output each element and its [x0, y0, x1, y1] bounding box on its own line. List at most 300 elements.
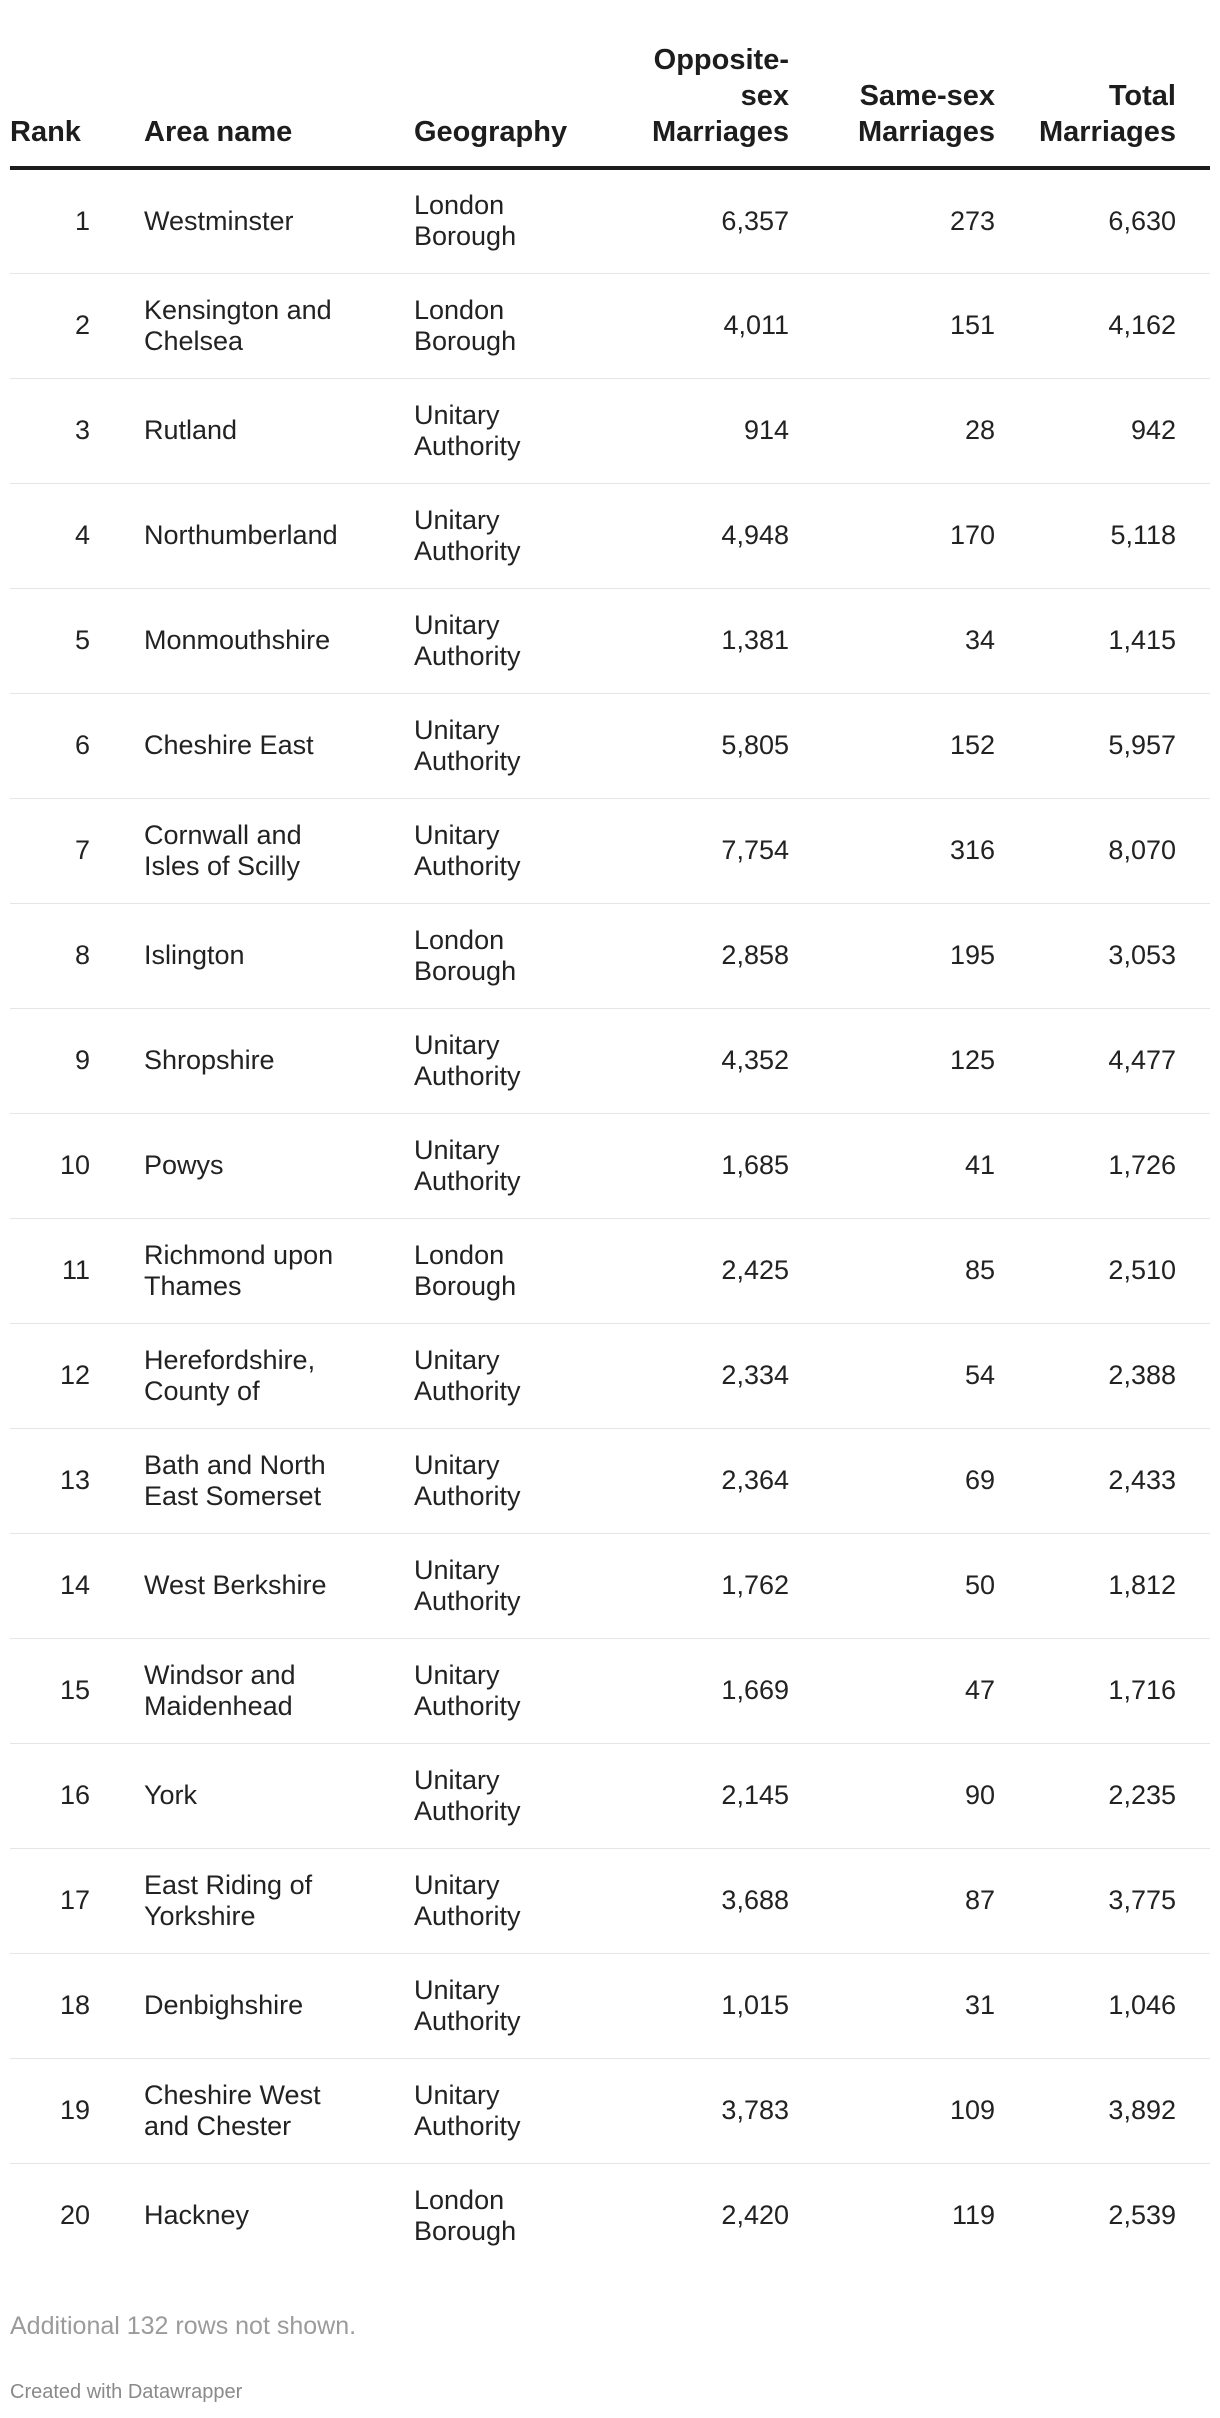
- rank-value: 2: [74, 310, 90, 340]
- area-name-line: Cornwall and: [144, 819, 302, 850]
- geography-cell: [414, 903, 624, 1008]
- geography-line: Unitary: [414, 1029, 500, 1060]
- total-cell: [995, 588, 1210, 693]
- geography-cell: [414, 1323, 624, 1428]
- opposite-sex-cell: [624, 1008, 789, 1113]
- geography-cell: [414, 1428, 624, 1533]
- geography-line: Authority: [414, 1690, 521, 1721]
- rank-cell: [10, 1743, 144, 1848]
- table-row: [10, 1743, 1210, 1848]
- area-name-line: York: [144, 1780, 198, 1810]
- opposite-sex-value: 6,357: [721, 205, 789, 236]
- opposite-sex-value: 5,805: [721, 730, 789, 760]
- total-cell: [995, 1638, 1210, 1743]
- rank-value: 11: [61, 1255, 90, 1285]
- geography-line: Authority: [414, 1585, 521, 1616]
- total-value: 3,775: [1108, 1885, 1176, 1915]
- same-sex-cell: [789, 1848, 995, 1953]
- geography-line: Authority: [414, 1900, 521, 1931]
- column-header-total[interactable]: [995, 36, 1210, 168]
- geography-line: Borough: [414, 221, 517, 252]
- opposite-sex-cell: [624, 1323, 789, 1428]
- rank-value: 18: [59, 1990, 90, 2020]
- rank-value: 5: [74, 625, 90, 655]
- table-row: [10, 903, 1210, 1008]
- opposite-sex-value: 1,669: [721, 1675, 789, 1705]
- same-sex-cell: [789, 798, 995, 903]
- rank-cell: [10, 903, 144, 1008]
- header-row: [10, 36, 1210, 168]
- same-sex-cell: [789, 1008, 995, 1113]
- table-row: [10, 1953, 1210, 2058]
- total-cell: [995, 693, 1210, 798]
- total-cell: [995, 1218, 1210, 1323]
- total-value: 1,812: [1108, 1570, 1176, 1600]
- geography-line: London: [414, 294, 505, 325]
- same-sex-value: 47: [964, 1675, 995, 1705]
- rank-value: 9: [74, 1045, 90, 1075]
- area-name-cell: [144, 1113, 414, 1218]
- rank-value: 8: [74, 940, 90, 970]
- rank-cell: [10, 1323, 144, 1428]
- geography-cell: [414, 2058, 624, 2163]
- geography-line: Unitary: [414, 1869, 500, 1900]
- geography-cell: [414, 1638, 624, 1743]
- geography-cell: [414, 483, 624, 588]
- total-cell: [995, 1428, 1210, 1533]
- total-cell: [995, 1953, 1210, 2058]
- opposite-sex-value: 1,685: [721, 1150, 789, 1180]
- total-cell: [995, 2058, 1210, 2163]
- total-value: 5,118: [1110, 520, 1176, 550]
- area-name-line: Bath and North: [144, 1449, 326, 1480]
- same-sex-cell: [789, 168, 995, 273]
- rank-cell: [10, 1533, 144, 1638]
- opposite-sex-cell: [624, 903, 789, 1008]
- total-cell: [995, 1323, 1210, 1428]
- rank-value: 1: [74, 205, 90, 236]
- geography-cell: [414, 168, 624, 273]
- geography-line: Authority: [414, 1165, 521, 1196]
- same-sex-cell: [789, 1743, 995, 1848]
- total-cell: [995, 1848, 1210, 1953]
- same-sex-value: 31: [964, 1990, 995, 2020]
- table-row: [10, 693, 1210, 798]
- geography-line: Unitary: [414, 609, 500, 640]
- total-value: 3,053: [1108, 940, 1176, 970]
- opposite-sex-value: 1,381: [721, 625, 789, 655]
- same-sex-value: 87: [964, 1885, 995, 1915]
- geography-line: Borough: [414, 1270, 517, 1301]
- total-value: 4,477: [1108, 1045, 1176, 1075]
- geography-line: Authority: [414, 430, 521, 461]
- geography-cell: [414, 798, 624, 903]
- area-name-line: Northumberland: [144, 520, 338, 550]
- total-value: 5,957: [1108, 730, 1176, 760]
- same-sex-value: 34: [964, 625, 995, 655]
- same-sex-value: 125: [949, 1045, 995, 1075]
- same-sex-value: 28: [964, 415, 995, 445]
- column-header-rank-label: Rank: [10, 116, 81, 148]
- total-value: 8,070: [1108, 835, 1176, 865]
- opposite-sex-value: 3,688: [721, 1885, 789, 1915]
- geography-cell: [414, 1848, 624, 1953]
- rank-value: 6: [74, 730, 90, 760]
- total-value: 1,415: [1108, 625, 1176, 655]
- area-name-line: Yorkshire: [144, 1900, 256, 1931]
- table-row: [10, 798, 1210, 903]
- geography-line: Authority: [414, 640, 521, 671]
- geography-line: Authority: [414, 1795, 521, 1826]
- rank-value: 10: [59, 1150, 90, 1180]
- area-name-cell: [144, 1323, 414, 1428]
- geography-line: Authority: [414, 2005, 521, 2036]
- table-row: [10, 1848, 1210, 1953]
- geography-cell: [414, 693, 624, 798]
- geography-cell: [414, 1008, 624, 1113]
- rank-cell: [10, 1848, 144, 1953]
- table-row: [10, 378, 1210, 483]
- geography-line: Unitary: [414, 2079, 500, 2110]
- geography-line: London: [414, 1239, 505, 1270]
- geography-line: Unitary: [414, 399, 500, 430]
- geography-line: Unitary: [414, 1449, 500, 1480]
- geography-cell: [414, 588, 624, 693]
- rank-value: 4: [74, 520, 90, 550]
- column-header-opposite-line2: sex: [740, 80, 789, 112]
- area-name-line: Kensington and: [144, 294, 332, 325]
- rank-value: 14: [59, 1570, 90, 1600]
- total-cell: [995, 378, 1210, 483]
- rank-cell: [10, 1113, 144, 1218]
- column-header-area[interactable]: [144, 36, 414, 168]
- column-header-opposite-line1: Opposite-: [653, 44, 789, 76]
- rank-cell: [10, 798, 144, 903]
- total-value: 2,433: [1108, 1465, 1176, 1495]
- opposite-sex-value: 1,762: [721, 1570, 789, 1600]
- rank-cell: [10, 1638, 144, 1743]
- column-header-same-sex[interactable]: [789, 36, 995, 168]
- opposite-sex-cell: [624, 1533, 789, 1638]
- area-name-cell: [144, 483, 414, 588]
- geography-line: Unitary: [414, 1344, 500, 1375]
- same-sex-cell: [789, 1113, 995, 1218]
- geography-line: Authority: [414, 1060, 521, 1091]
- area-name-line: Westminster: [144, 205, 294, 236]
- table-row: [10, 588, 1210, 693]
- geography-line: Authority: [414, 1480, 521, 1511]
- geography-line: London: [414, 924, 505, 955]
- total-value: 2,235: [1108, 1780, 1176, 1810]
- table-row: [10, 273, 1210, 378]
- opposite-sex-cell: [624, 1428, 789, 1533]
- geography-line: Borough: [414, 2215, 517, 2246]
- total-value: 6,630: [1108, 205, 1176, 236]
- opposite-sex-cell: [624, 1218, 789, 1323]
- area-name-line: Thames: [144, 1270, 242, 1301]
- geography-line: Borough: [414, 325, 517, 356]
- opposite-sex-cell: [624, 1113, 789, 1218]
- total-value: 2,388: [1108, 1360, 1176, 1390]
- area-name-line: East Riding of: [144, 1869, 313, 1900]
- same-sex-cell: [789, 483, 995, 588]
- area-name-line: Windsor and: [144, 1659, 296, 1690]
- table-row: [10, 483, 1210, 588]
- same-sex-cell: [789, 378, 995, 483]
- area-name-cell: [144, 588, 414, 693]
- area-name-line: Richmond upon: [144, 1239, 334, 1270]
- column-header-geography[interactable]: [414, 36, 624, 168]
- same-sex-value: 152: [949, 730, 995, 760]
- geography-line: Authority: [414, 745, 521, 776]
- table-row: [10, 1323, 1210, 1428]
- rank-cell: [10, 1218, 144, 1323]
- rank-value: 3: [74, 415, 90, 445]
- table-row: [10, 1008, 1210, 1113]
- opposite-sex-value: 4,011: [723, 310, 789, 340]
- area-name-cell: [144, 1743, 414, 1848]
- opposite-sex-cell: [624, 588, 789, 693]
- table-row: [10, 1218, 1210, 1323]
- column-header-opposite-line3: Marriages: [651, 116, 789, 148]
- same-sex-value: 170: [949, 520, 995, 550]
- geography-line: Unitary: [414, 1764, 500, 1795]
- column-header-area-label: Area name: [144, 116, 293, 148]
- rank-value: 15: [59, 1675, 90, 1705]
- opposite-sex-value: 4,352: [721, 1045, 789, 1075]
- same-sex-value: 109: [949, 2095, 995, 2125]
- same-sex-value: 69: [964, 1465, 995, 1495]
- table-body: [10, 168, 1210, 2268]
- geography-line: Unitary: [414, 1134, 500, 1165]
- area-name-line: Monmouthshire: [144, 625, 331, 655]
- area-name-cell: [144, 1638, 414, 1743]
- geography-line: Unitary: [414, 504, 500, 535]
- geography-line: Unitary: [414, 714, 500, 745]
- opposite-sex-value: 2,334: [721, 1360, 789, 1390]
- table-row: [10, 1638, 1210, 1743]
- same-sex-cell: [789, 2058, 995, 2163]
- geography-cell: [414, 378, 624, 483]
- area-name-cell: [144, 798, 414, 903]
- table-row: [10, 1533, 1210, 1638]
- column-header-opposite-sex[interactable]: [624, 36, 789, 168]
- same-sex-cell: [789, 693, 995, 798]
- rows-not-shown-note: Additional 132 rows not shown.: [10, 2312, 357, 2340]
- rank-cell: [10, 1008, 144, 1113]
- area-name-cell: [144, 693, 414, 798]
- opposite-sex-value: 2,420: [721, 2200, 789, 2231]
- same-sex-value: 54: [964, 1360, 995, 1390]
- geography-cell: [414, 1218, 624, 1323]
- opposite-sex-value: 1,015: [721, 1990, 789, 2020]
- same-sex-value: 41: [964, 1150, 995, 1180]
- geography-cell: [414, 2163, 624, 2268]
- area-name-cell: [144, 1953, 414, 2058]
- geography-line: London: [414, 190, 505, 221]
- area-name-line: Maidenhead: [144, 1690, 293, 1721]
- area-name-cell: [144, 903, 414, 1008]
- geography-line: Borough: [414, 955, 517, 986]
- opposite-sex-cell: [624, 483, 789, 588]
- total-cell: [995, 1533, 1210, 1638]
- area-name-cell: [144, 1428, 414, 1533]
- geography-cell: [414, 273, 624, 378]
- total-cell: [995, 483, 1210, 588]
- same-sex-cell: [789, 588, 995, 693]
- opposite-sex-cell: [624, 168, 789, 273]
- rank-cell: [10, 483, 144, 588]
- area-name-line: Powys: [144, 1150, 224, 1180]
- total-cell: [995, 1743, 1210, 1848]
- geography-cell: [414, 1953, 624, 2058]
- rank-value: 20: [59, 2200, 90, 2231]
- same-sex-cell: [789, 1638, 995, 1743]
- table-row: [10, 1113, 1210, 1218]
- area-name-cell: [144, 168, 414, 273]
- total-value: 3,892: [1108, 2095, 1176, 2125]
- same-sex-value: 195: [949, 940, 995, 970]
- total-cell: [995, 1113, 1210, 1218]
- same-sex-cell: [789, 2163, 995, 2268]
- area-name-cell: [144, 1218, 414, 1323]
- area-name-line: Chelsea: [144, 325, 244, 356]
- opposite-sex-value: 2,858: [721, 940, 789, 970]
- rank-cell: [10, 693, 144, 798]
- area-name-cell: [144, 1533, 414, 1638]
- opposite-sex-cell: [624, 273, 789, 378]
- opposite-sex-value: 7,754: [721, 835, 789, 865]
- rank-value: 13: [59, 1465, 90, 1495]
- same-sex-cell: [789, 903, 995, 1008]
- rank-cell: [10, 588, 144, 693]
- area-name-cell: [144, 273, 414, 378]
- rank-cell: [10, 378, 144, 483]
- rank-value: 16: [59, 1780, 90, 1810]
- geography-cell: [414, 1533, 624, 1638]
- rank-value: 7: [74, 835, 90, 865]
- table-row: [10, 2163, 1210, 2268]
- area-name-cell: [144, 378, 414, 483]
- area-name-line: Rutland: [144, 415, 238, 445]
- rank-cell: [10, 2058, 144, 2163]
- geography-line: London: [414, 2184, 505, 2215]
- area-name-cell: [144, 1848, 414, 1953]
- area-name-cell: [144, 2058, 414, 2163]
- area-name-line: East Somerset: [144, 1480, 322, 1511]
- area-name-line: County of: [144, 1375, 260, 1406]
- same-sex-value: 90: [964, 1780, 995, 1810]
- column-header-total-line1: Total: [1108, 80, 1176, 112]
- total-value: 1,716: [1108, 1675, 1176, 1705]
- opposite-sex-cell: [624, 1848, 789, 1953]
- total-cell: [995, 273, 1210, 378]
- same-sex-value: 316: [949, 835, 995, 865]
- total-value: 2,539: [1108, 2200, 1176, 2231]
- opposite-sex-value: 4,948: [721, 520, 789, 550]
- rank-cell: [10, 1428, 144, 1533]
- area-name-line: Hackney: [144, 2200, 250, 2231]
- same-sex-value: 151: [949, 310, 995, 340]
- marriages-table: [10, 36, 1210, 2268]
- total-value: 942: [1130, 415, 1176, 445]
- opposite-sex-cell: [624, 1743, 789, 1848]
- table-row: [10, 2058, 1210, 2163]
- column-header-total-line2: Marriages: [1038, 116, 1176, 148]
- geography-line: Authority: [414, 2110, 521, 2141]
- opposite-sex-value: 2,364: [721, 1465, 789, 1495]
- opposite-sex-value: 2,145: [721, 1780, 789, 1810]
- table-row: [10, 1428, 1210, 1533]
- total-value: 2,510: [1108, 1255, 1176, 1285]
- table-row: [10, 168, 1210, 273]
- area-name-line: Isles of Scilly: [144, 850, 301, 881]
- same-sex-value: 119: [951, 2200, 995, 2231]
- rank-value: 17: [59, 1885, 90, 1915]
- same-sex-value: 273: [949, 205, 995, 236]
- area-name-line: and Chester: [144, 2110, 292, 2141]
- column-header-same-line1: Same-sex: [859, 80, 995, 112]
- geography-line: Unitary: [414, 1659, 500, 1690]
- total-cell: [995, 903, 1210, 1008]
- opposite-sex-cell: [624, 693, 789, 798]
- same-sex-cell: [789, 1323, 995, 1428]
- datawrapper-credit: Created with Datawrapper: [10, 2381, 243, 2403]
- geography-cell: [414, 1113, 624, 1218]
- opposite-sex-value: 3,783: [721, 2095, 789, 2125]
- same-sex-cell: [789, 1428, 995, 1533]
- rank-cell: [10, 2163, 144, 2268]
- total-value: 4,162: [1108, 310, 1176, 340]
- total-cell: [995, 168, 1210, 273]
- geography-line: Unitary: [414, 1974, 500, 2005]
- total-value: 1,046: [1108, 1990, 1176, 2020]
- same-sex-cell: [789, 1953, 995, 2058]
- area-name-cell: [144, 1008, 414, 1113]
- area-name-line: West Berkshire: [144, 1570, 327, 1600]
- same-sex-cell: [789, 1533, 995, 1638]
- geography-line: Authority: [414, 1375, 521, 1406]
- opposite-sex-cell: [624, 798, 789, 903]
- area-name-cell: [144, 2163, 414, 2268]
- column-header-same-line2: Marriages: [857, 116, 995, 148]
- rank-value: 19: [59, 2095, 90, 2125]
- rank-cell: [10, 1953, 144, 2058]
- total-cell: [995, 2163, 1210, 2268]
- rank-cell: [10, 273, 144, 378]
- total-value: 1,726: [1108, 1150, 1176, 1180]
- rank-cell: [10, 168, 144, 273]
- area-name-line: Cheshire East: [144, 730, 314, 760]
- total-cell: [995, 1008, 1210, 1113]
- same-sex-cell: [789, 1218, 995, 1323]
- geography-line: Unitary: [414, 1554, 500, 1585]
- area-name-line: Herefordshire,: [144, 1344, 316, 1375]
- column-header-geography-label: Geography: [414, 116, 568, 148]
- opposite-sex-cell: [624, 1953, 789, 2058]
- opposite-sex-cell: [624, 1638, 789, 1743]
- opposite-sex-cell: [624, 378, 789, 483]
- opposite-sex-cell: [624, 2163, 789, 2268]
- area-name-line: Cheshire West: [144, 2079, 321, 2110]
- opposite-sex-cell: [624, 2058, 789, 2163]
- column-header-rank[interactable]: [10, 36, 144, 168]
- same-sex-value: 50: [964, 1570, 995, 1600]
- geography-line: Authority: [414, 535, 521, 566]
- geography-line: Unitary: [414, 819, 500, 850]
- same-sex-value: 85: [964, 1255, 995, 1285]
- area-name-line: Islington: [144, 940, 245, 970]
